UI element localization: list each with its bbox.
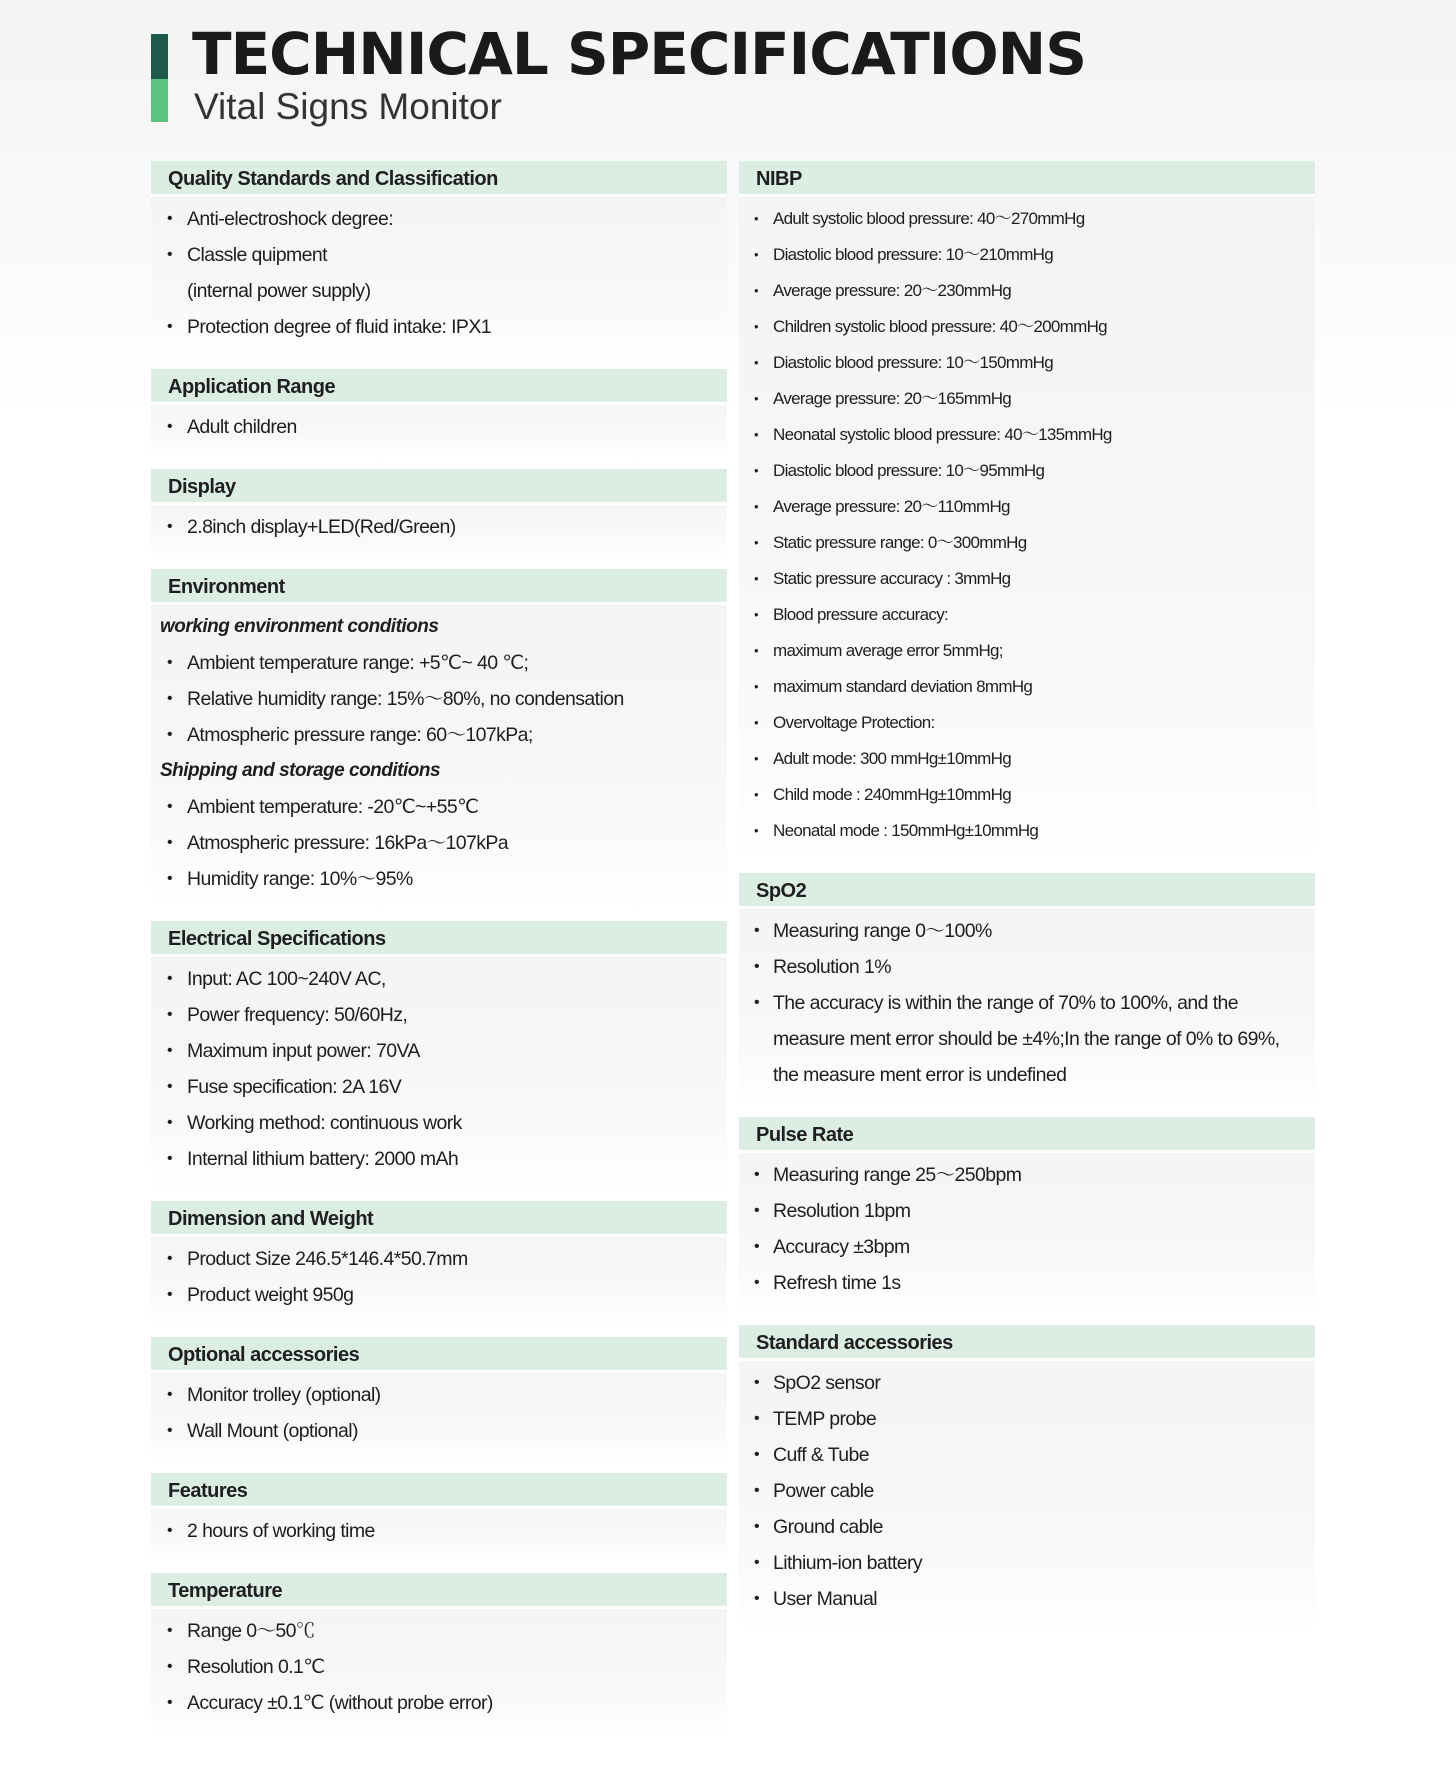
list-item: • Range 0～50℃ (151, 1613, 727, 1649)
list-item: • Average pressure: 20～110mmHg (739, 489, 1315, 525)
list-item: • Atmospheric pressure range: 60～107kPa; (151, 717, 727, 753)
list-item: • Measuring range 0～100% (739, 913, 1315, 949)
title-accent-bar (151, 34, 168, 122)
section-pulse-rate (739, 1117, 1315, 1315)
section-title: Temperature (151, 1573, 727, 1609)
list-item: • Static pressure accuracy : 3mmHg (739, 561, 1315, 597)
list-item: • Internal lithium battery: 2000 mAh (151, 1141, 727, 1177)
list-item: • The accuracy is within the range of 70% to 100%, and the measure ment error should be ±4%;In the range of 0% to 69%, the measure ment error is undefined (739, 985, 1315, 1093)
list-item: • Protection degree of fluid intake: IPX1 (151, 309, 727, 345)
title-accent-light (151, 79, 168, 122)
section-temperature (151, 1573, 727, 1735)
section-quality (151, 161, 727, 359)
list-item: • Wall Mount (optional) (151, 1413, 727, 1449)
subsection-title: Shipping and storage conditions (160, 760, 441, 781)
section-optional-accessories (151, 1337, 727, 1463)
list-item: • Average pressure: 20～165mmHg (739, 381, 1315, 417)
left-column (151, 161, 727, 1745)
section-title: Optional accessories (151, 1337, 727, 1373)
list-item: • Power frequency: 50/60Hz, (151, 997, 727, 1033)
list-item: • Lithium-ion battery (739, 1545, 1315, 1581)
list-item: • Blood pressure accuracy: (739, 597, 1315, 633)
section-title: Display (151, 469, 727, 505)
list-item: • Atmospheric pressure: 16kPa～107kPa (151, 825, 727, 861)
section-features (151, 1473, 727, 1563)
section-title: Quality Standards and Classification (151, 161, 727, 197)
section-title: NIBP (739, 161, 1315, 197)
list-item: • Resolution 1bpm (739, 1193, 1315, 1229)
subsection-title: working environment conditions (160, 616, 439, 637)
list-item: • Measuring range 25～250bpm (739, 1157, 1315, 1193)
list-item: • Accuracy ±3bpm (739, 1229, 1315, 1265)
list-item: • Product weight 950g (151, 1277, 727, 1313)
list-item: • Static pressure range: 0～300mmHg (739, 525, 1315, 561)
list-item: • Input: AC 100~240V AC, (151, 961, 727, 997)
list-item: • 2 hours of working time (151, 1513, 727, 1549)
list-item: • Product Size 246.5*146.4*50.7mm (151, 1241, 727, 1277)
list-item: • maximum average error 5mmHg; (739, 633, 1315, 669)
section-title: SpO2 (739, 873, 1315, 909)
section-title: Features (151, 1473, 727, 1509)
list-item: • Diastolic blood pressure: 10～95mmHg (739, 453, 1315, 489)
list-item: • Neonatal systolic blood pressure: 40～135mmHg (739, 417, 1315, 453)
section-environment (151, 569, 727, 911)
list-item: • Monitor trolley (optional) (151, 1377, 727, 1413)
section-application (151, 369, 727, 459)
list-item: • SpO2 sensor (739, 1365, 1315, 1401)
list-item: • User Manual (739, 1581, 1315, 1617)
section-title: Environment (151, 569, 727, 605)
list-item: • Adult systolic blood pressure: 40～270mmHg (739, 201, 1315, 237)
list-item: • Cuff & Tube (739, 1437, 1315, 1473)
list-item: • Diastolic blood pressure: 10～150mmHg (739, 345, 1315, 381)
section-display (151, 469, 727, 559)
section-title: Pulse Rate (739, 1117, 1315, 1153)
page-title: TECHNICAL SPECIFICATIONS (192, 20, 1086, 88)
list-item: • Adult mode: 300 mmHg±10mmHg (739, 741, 1315, 777)
list-item: • Fuse specification: 2A 16V (151, 1069, 727, 1105)
list-item: • Child mode : 240mmHg±10mmHg (739, 777, 1315, 813)
section-standard-accessories (739, 1325, 1315, 1631)
list-item: • Maximum input power: 70VA (151, 1033, 727, 1069)
title-accent-dark (151, 34, 168, 79)
list-item: • TEMP probe (739, 1401, 1315, 1437)
list-item: • Overvoltage Protection: (739, 705, 1315, 741)
list-item: • Accuracy ±0.1℃ (without probe error) (151, 1685, 727, 1721)
list-item: • Refresh time 1s (739, 1265, 1315, 1301)
list-item: • Classle quipment (151, 237, 727, 273)
list-item: • Humidity range: 10%～95% (151, 861, 727, 897)
list-item: • Working method: continuous work (151, 1105, 727, 1141)
section-title: Application Range (151, 369, 727, 405)
section-electrical (151, 921, 727, 1191)
list-item: • Diastolic blood pressure: 10～210mmHg (739, 237, 1315, 273)
list-item: • Resolution 0.1℃ (151, 1649, 727, 1685)
page-subtitle: Vital Signs Monitor (194, 86, 502, 127)
section-dimension (151, 1201, 727, 1327)
list-item: • Children systolic blood pressure: 40～200mmHg (739, 309, 1315, 345)
list-item: • Anti-electroshock degree: (151, 201, 727, 237)
list-item: • Ambient temperature range: +5℃~ 40 ℃; (151, 645, 727, 681)
section-title: Electrical Specifications (151, 921, 727, 957)
list-item: • Relative humidity range: 15%～80%, no condensation (151, 681, 727, 717)
list-item: • Ground cable (739, 1509, 1315, 1545)
list-item: • Neonatal mode : 150mmHg±10mmHg (739, 813, 1315, 849)
list-item: • Average pressure: 20～230mmHg (739, 273, 1315, 309)
list-item: • Resolution 1% (739, 949, 1315, 985)
list-item: • 2.8inch display+LED(Red/Green) (151, 509, 727, 545)
section-spo2 (739, 873, 1315, 1107)
section-nibp (739, 161, 1315, 863)
list-item: • maximum standard deviation 8mmHg (739, 669, 1315, 705)
section-title: Dimension and Weight (151, 1201, 727, 1237)
list-item-continuation: (internal power supply) (187, 280, 371, 302)
list-item: • Power cable (739, 1473, 1315, 1509)
right-column (739, 161, 1315, 1641)
section-title: Standard accessories (739, 1325, 1315, 1361)
list-item: • Adult children (151, 409, 727, 445)
list-item: • Ambient temperature: -20℃~+55℃ (151, 789, 727, 825)
